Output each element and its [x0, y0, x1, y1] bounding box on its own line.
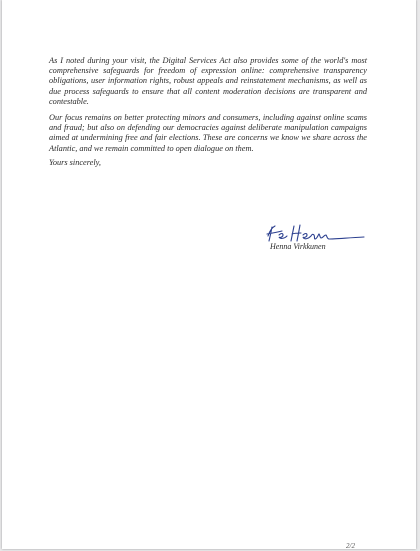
- handwritten-signature: [264, 222, 368, 244]
- body-paragraph-1: As I noted during your visit, the Digital Services Act also provides some of the world's most comprehensive safeguards for freedom of expression online: comprehensive transparency obligations, user information rights, robust appeals and reinstatement mechanisms, as well as due process safeguards to ensure that all content moderation decisions are transparent and contestable.: [49, 56, 367, 106]
- closing-salutation: Yours sincerely,: [49, 158, 101, 167]
- letter-page: [2, 0, 416, 549]
- body-paragraph-2: Our focus remains on better protecting minors and consumers, including against online scams and fraud; but also on defending our democracies against deliberate manipulation campaigns aimed at undermining free and fair elections. These are concerns we know we share across the Atlantic, and we remain committed to open dialogue on them.: [49, 113, 367, 153]
- page-number: 2/2: [346, 542, 355, 550]
- signatory-name: Henna Virkkunen: [270, 242, 326, 251]
